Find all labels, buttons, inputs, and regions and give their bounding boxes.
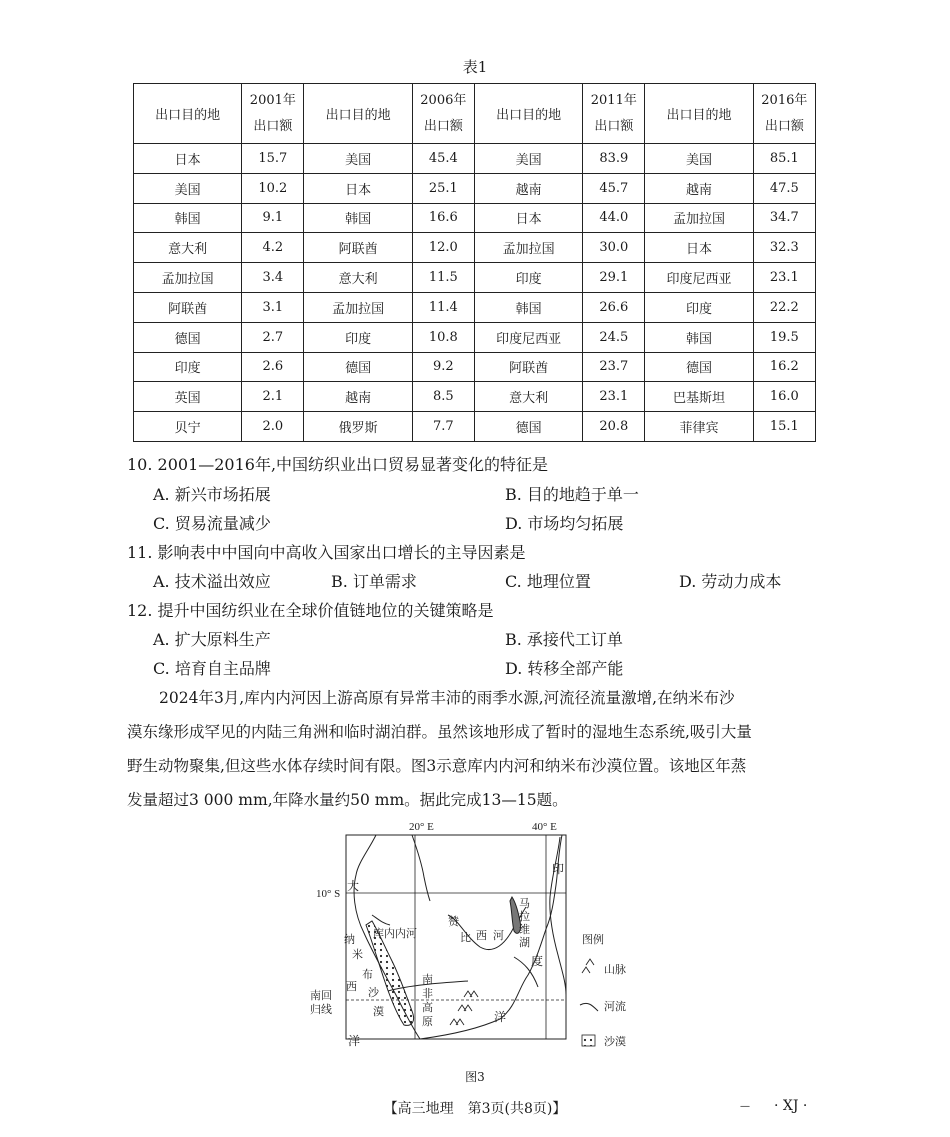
destination-cell: 孟加拉国	[645, 203, 753, 233]
destination-cell: 美国	[134, 173, 242, 203]
export-value-cell: 2.6	[242, 352, 304, 382]
zambezi-label-1: 赞	[448, 916, 459, 928]
export-value-cell: 11.5	[412, 263, 474, 293]
table-row	[134, 382, 816, 412]
namib-label-1: 纳	[344, 934, 355, 946]
table-row	[134, 352, 816, 382]
zambezi-label-4: 河	[493, 930, 504, 942]
export-value-cell: 29.1	[583, 263, 645, 293]
destination-cell: 印度尼西亚	[645, 263, 753, 293]
lon-40-label: 40° E	[532, 821, 557, 833]
indian-label-du: 度	[531, 954, 544, 968]
legend-desert-label: 沙漠	[604, 1036, 626, 1048]
export-value-cell: 2.7	[242, 322, 304, 352]
lon-20-label: 20° E	[409, 821, 434, 833]
table-row	[134, 292, 816, 322]
destination-cell: 越南	[304, 382, 412, 412]
export-value-cell: 15.1	[753, 412, 815, 442]
namib-label-xi: 西	[346, 981, 357, 993]
question-10-stem: 10. 2001—2016年,中国纺织业出口贸易显著变化的特征是	[127, 455, 549, 474]
export-value-cell: 23.1	[753, 263, 815, 293]
destination-cell: 美国	[645, 144, 753, 174]
question-10-option-c: C. 贸易流量减少	[153, 514, 271, 533]
export-value-cell: 10.2	[242, 173, 304, 203]
year-header: 2006年 出口额	[412, 84, 474, 144]
passage-line: 漠东缘形成罕见的内陆三角洲和临时湖泊群。虽然该地形成了暂时的湿地生态系统,吸引大量	[127, 723, 752, 741]
destination-cell: 日本	[134, 144, 242, 174]
page-footer: 【高三地理 第3页(共8页)】	[383, 1101, 567, 1117]
legend-mountain-icon	[582, 959, 594, 973]
passage-line: 野生动物聚集,但这些水体存续时间有限。图3示意库内内河和纳米布沙漠位置。该地区年蒸	[127, 757, 747, 775]
export-value-cell: 15.7	[242, 144, 304, 174]
destination-cell: 韩国	[134, 203, 242, 233]
destination-cell: 美国	[304, 144, 412, 174]
question-12-option-d: D. 转移全部产能	[505, 659, 624, 678]
export-value-cell: 2.0	[242, 412, 304, 442]
destination-cell: 印度	[304, 322, 412, 352]
plateau-label-1: 南	[422, 974, 433, 986]
table-row	[134, 233, 816, 263]
export-value-cell: 47.5	[753, 173, 815, 203]
export-value-cell: 9.2	[412, 352, 474, 382]
destination-cell: 孟加拉国	[474, 233, 582, 263]
mountain-range	[450, 991, 478, 1025]
destination-cell: 阿联酋	[304, 233, 412, 263]
table-row	[134, 322, 816, 352]
export-value-cell: 19.5	[753, 322, 815, 352]
destination-cell: 韩国	[304, 203, 412, 233]
export-value-cell: 22.2	[753, 292, 815, 322]
table-caption: 表1	[462, 58, 488, 76]
question-11-stem: 11. 影响表中中国向中高收入国家出口增长的主导因素是	[127, 543, 526, 562]
export-value-cell: 16.0	[753, 382, 815, 412]
dest-header: 出口目的地	[304, 84, 412, 144]
destination-cell: 阿联酋	[134, 292, 242, 322]
malawi-label-2: 拉	[519, 911, 530, 923]
kunene-river	[372, 915, 390, 925]
destination-cell: 德国	[304, 352, 412, 382]
table-row	[134, 263, 816, 293]
indian-label-yang: 洋	[494, 1010, 507, 1024]
destination-cell: 孟加拉国	[134, 263, 242, 293]
question-11-option-d: D. 劳动力成本	[679, 572, 782, 591]
east-coastline	[420, 835, 565, 1039]
table-row	[134, 203, 816, 233]
export-value-cell: 85.1	[753, 144, 815, 174]
destination-cell: 印度	[474, 263, 582, 293]
question-10-option-b: B. 目的地趋于单一	[505, 485, 639, 504]
destination-cell: 印度	[645, 292, 753, 322]
southern-africa-map	[300, 815, 650, 1055]
dest-header: 出口目的地	[645, 84, 753, 144]
destination-cell: 意大利	[304, 263, 412, 293]
destination-cell: 阿联酋	[474, 352, 582, 382]
destination-cell: 意大利	[474, 382, 582, 412]
export-value-cell: 16.2	[753, 352, 815, 382]
destination-cell: 德国	[474, 412, 582, 442]
destination-cell: 德国	[645, 352, 753, 382]
destination-cell: 德国	[134, 322, 242, 352]
question-10-option-a: A. 新兴市场拓展	[153, 485, 271, 504]
table-row	[134, 144, 816, 174]
passage-line: 2024年3月,库内内河因上游高原有异常丰沛的雨季水源,河流径流量激增,在纳米布沙	[159, 689, 735, 707]
destination-cell: 孟加拉国	[304, 292, 412, 322]
destination-cell: 日本	[474, 203, 582, 233]
question-12-option-a: A. 扩大原料生产	[153, 630, 271, 649]
destination-cell: 贝宁	[134, 412, 242, 442]
lat-10s-label: 10° S	[316, 888, 341, 900]
year-header: 2011年 出口额	[583, 84, 645, 144]
namib-label-2: 米	[352, 949, 363, 961]
legend-title: 图例	[582, 934, 604, 946]
namib-label-mo: 漠	[373, 1006, 384, 1018]
atlantic-label-da: 大	[347, 879, 360, 893]
question-11-option-b: B. 订单需求	[331, 572, 417, 591]
export-value-cell: 16.6	[412, 203, 474, 233]
namib-label-sha: 沙	[368, 987, 379, 999]
destination-cell: 美国	[474, 144, 582, 174]
export-value-cell: 25.1	[412, 173, 474, 203]
destination-cell: 俄罗斯	[304, 412, 412, 442]
destination-cell: 菲律宾	[645, 412, 753, 442]
legend-mountain-label: 山脉	[604, 964, 626, 976]
export-value-cell: 10.8	[412, 322, 474, 352]
export-value-cell: 32.3	[753, 233, 815, 263]
export-value-cell: 24.5	[583, 322, 645, 352]
export-value-cell: 45.4	[412, 144, 474, 174]
export-value-cell: 44.0	[583, 203, 645, 233]
legend-river-icon	[580, 1003, 598, 1011]
destination-cell: 意大利	[134, 233, 242, 263]
export-value-cell: 26.6	[583, 292, 645, 322]
passage	[127, 681, 827, 817]
question-11-option-a: A. 技术溢出效应	[153, 572, 271, 591]
namib-label-3: 布	[362, 969, 373, 981]
question-12-stem: 12. 提升中国纺织业在全球价值链地位的关键策略是	[127, 601, 494, 620]
legend-desert-icon	[582, 1035, 595, 1046]
export-table	[133, 83, 816, 442]
export-value-cell: 23.7	[583, 352, 645, 382]
export-value-cell: 20.8	[583, 412, 645, 442]
destination-cell: 印度尼西亚	[474, 322, 582, 352]
destination-cell: 韩国	[645, 322, 753, 352]
footer-dash: —	[740, 1101, 750, 1112]
figure-caption: 图3	[465, 1070, 485, 1084]
question-12-option-b: B. 承接代工订单	[505, 630, 623, 649]
destination-cell: 越南	[645, 173, 753, 203]
malawi-label-4: 湖	[519, 937, 530, 949]
passage-line: 发量超过3 000 mm,年降水量约50 mm。据此完成13—15题。	[127, 791, 568, 809]
export-value-cell: 3.4	[242, 263, 304, 293]
atlantic-label-yang: 洋	[348, 1034, 361, 1048]
destination-cell: 越南	[474, 173, 582, 203]
plateau-label-2: 非	[422, 988, 433, 1000]
export-value-cell: 4.2	[242, 233, 304, 263]
tropic-label-line1: 南回	[310, 990, 332, 1002]
year-header: 2001年 出口额	[242, 84, 304, 144]
question-10-option-d: D. 市场均匀拓展	[505, 514, 624, 533]
export-value-cell: 34.7	[753, 203, 815, 233]
dest-header: 出口目的地	[134, 84, 242, 144]
question-12-option-c: C. 培育自主品牌	[153, 659, 271, 678]
legend-river-label: 河流	[604, 1001, 626, 1013]
destination-cell: 韩国	[474, 292, 582, 322]
table-body	[134, 144, 816, 442]
table-row	[134, 173, 816, 203]
footer-code: · XJ ·	[774, 1098, 808, 1114]
destination-cell: 日本	[304, 173, 412, 203]
export-value-cell: 45.7	[583, 173, 645, 203]
export-value-cell: 3.1	[242, 292, 304, 322]
malawi-label-3: 维	[519, 924, 530, 936]
malawi-label-1: 马	[519, 898, 530, 910]
destination-cell: 日本	[645, 233, 753, 263]
dest-header: 出口目的地	[474, 84, 582, 144]
export-value-cell: 23.1	[583, 382, 645, 412]
question-11-option-c: C. 地理位置	[505, 572, 591, 591]
export-value-cell: 11.4	[412, 292, 474, 322]
kunene-label: 库内内河	[373, 928, 417, 940]
plateau-label-3: 高	[422, 1002, 433, 1014]
table-row	[134, 412, 816, 442]
export-value-cell: 9.1	[242, 203, 304, 233]
destination-cell: 印度	[134, 352, 242, 382]
year-header: 2016年 出口额	[753, 84, 815, 144]
export-value-cell: 2.1	[242, 382, 304, 412]
tropic-label-line2: 归线	[310, 1004, 332, 1016]
export-value-cell: 7.7	[412, 412, 474, 442]
export-value-cell: 12.0	[412, 233, 474, 263]
indian-label-yin: 印	[552, 862, 565, 876]
export-value-cell: 8.5	[412, 382, 474, 412]
destination-cell: 英国	[134, 382, 242, 412]
zambezi-label-2: 比	[460, 932, 471, 944]
export-value-cell: 83.9	[583, 144, 645, 174]
destination-cell: 巴基斯坦	[645, 382, 753, 412]
zambezi-label-3: 西	[476, 930, 487, 942]
plateau-label-4: 原	[422, 1016, 433, 1028]
export-value-cell: 30.0	[583, 233, 645, 263]
table-header-row	[134, 84, 816, 144]
madagascar-coastline	[550, 837, 566, 995]
